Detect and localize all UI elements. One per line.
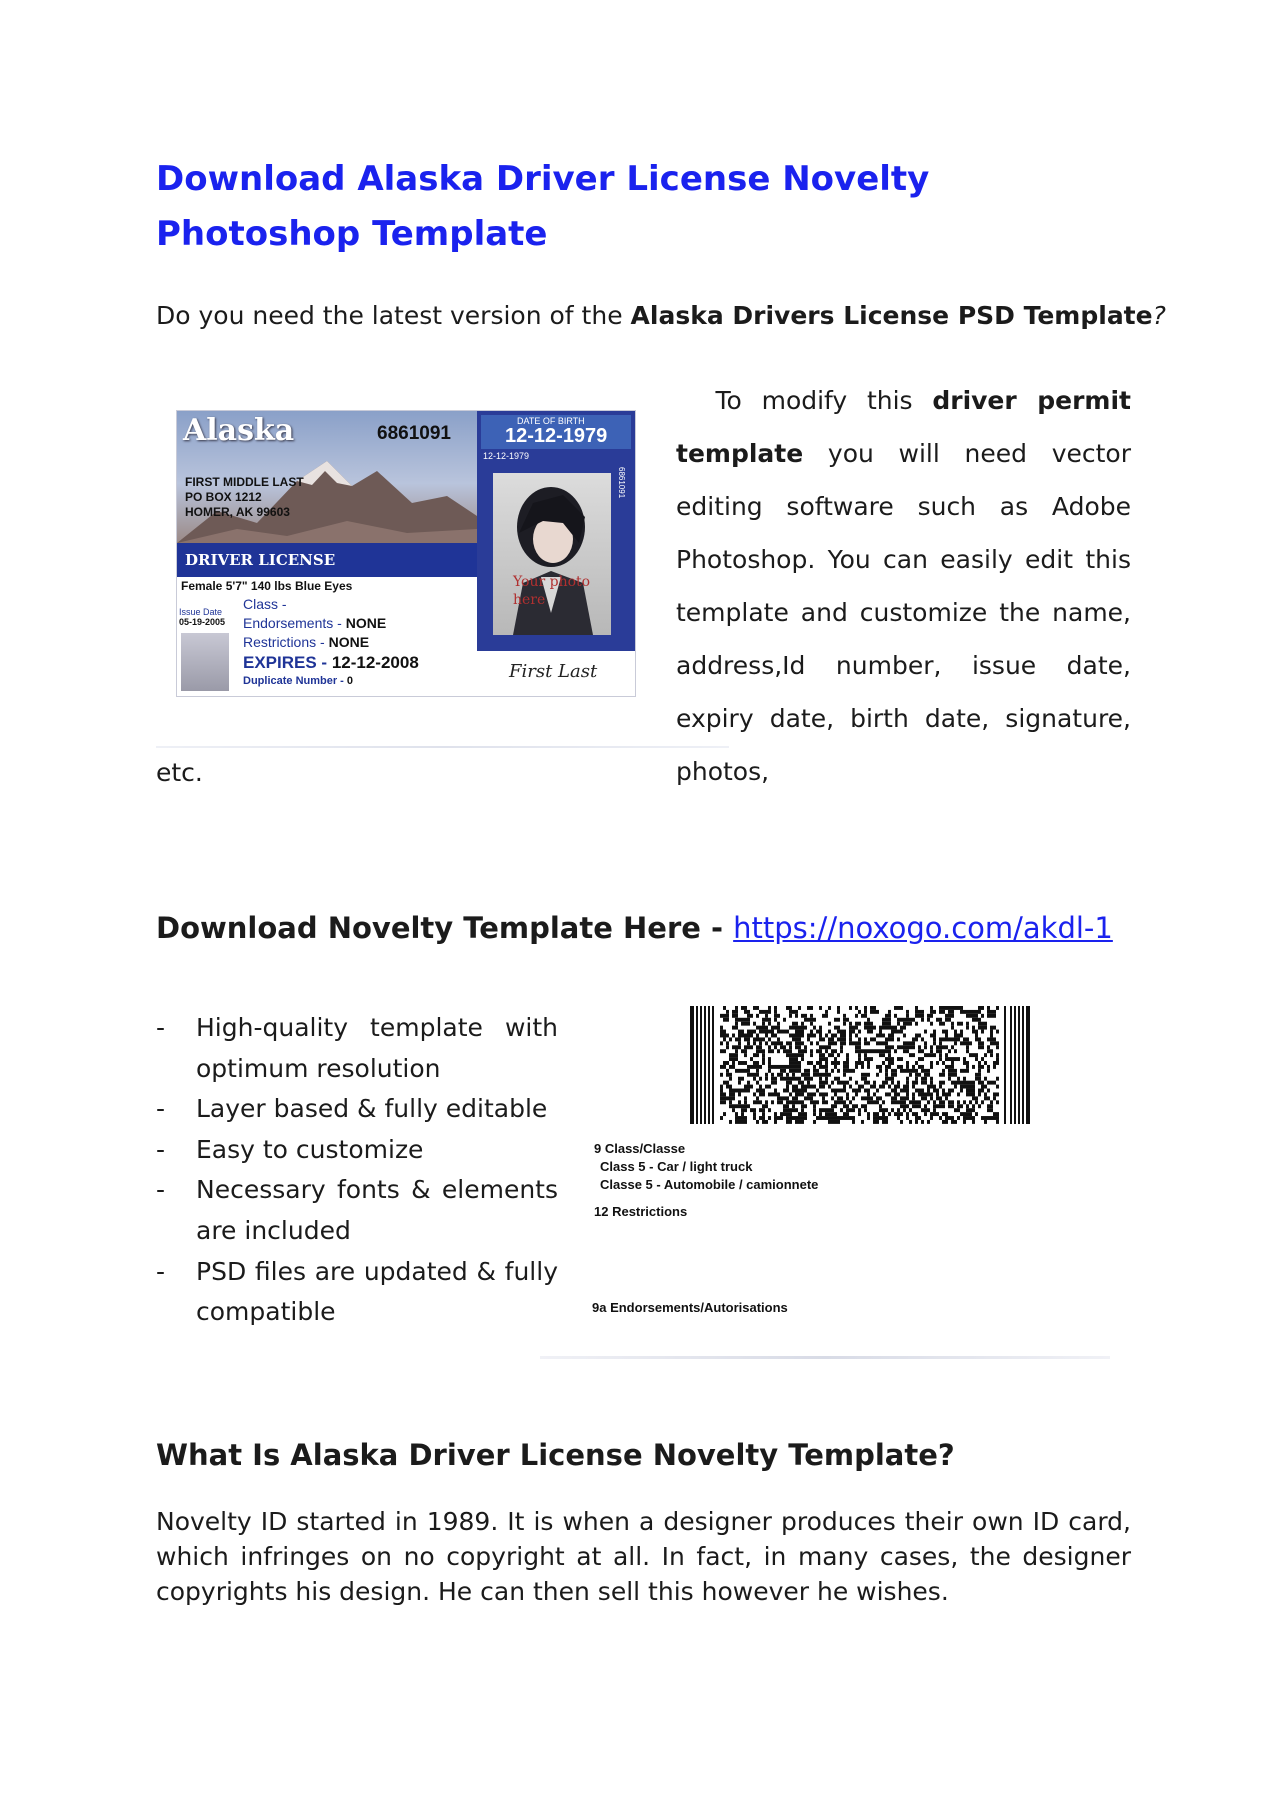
feature-text: Easy to customize	[196, 1134, 424, 1164]
section-body: Novelty ID started in 1989. It is when a designer produces their own ID card, which infringes on no copyright at all. In fact, in many cases, the designer copyrights his design. He can then sell this however he wishes.	[156, 1507, 1131, 1606]
issue-date-label: Issue Date	[179, 607, 223, 617]
license-header-photo	[177, 411, 477, 543]
ghost-photo	[181, 633, 229, 691]
feature-text: High-quality template with optimum resolution	[196, 1013, 558, 1083]
restrictions-value: NONE	[328, 634, 370, 650]
dash-bullet: -	[156, 1013, 166, 1042]
class-heading: 9 Class/Classe	[594, 1141, 686, 1156]
license-details: Female 5'7" 140 lbs Blue Eyes	[181, 579, 353, 593]
class-block	[594, 1140, 818, 1194]
list-item	[156, 1170, 558, 1251]
portrait-photo	[493, 473, 611, 635]
expires-value: 12-12-2008	[331, 653, 419, 672]
license-image	[176, 410, 636, 697]
dob-box	[481, 415, 631, 449]
endorsements-field	[243, 614, 386, 633]
dash-bullet: -	[156, 1134, 166, 1164]
dob-label: DATE OF BIRTH	[517, 416, 585, 426]
portrait-icon	[493, 473, 611, 635]
feature-list	[156, 1008, 558, 1333]
download-heading	[156, 907, 1113, 949]
duplicate-label: Duplicate Number -	[243, 675, 344, 687]
license-photo-panel	[477, 411, 635, 651]
image-shadow-divider	[156, 746, 729, 748]
page-title: Download Alaska Driver License Novelty Photoshop Template	[156, 159, 930, 254]
intro-text: Do you need the latest version of the	[156, 301, 631, 330]
class-fr: Classe 5 - Automobile / camionnete	[600, 1177, 819, 1192]
barcode-icon	[690, 1006, 1030, 1124]
expires-label: EXPIRES -	[243, 653, 328, 672]
intro-paragraph	[156, 296, 1166, 336]
side-number: 6861091	[617, 467, 626, 499]
dash-bullet: -	[156, 1256, 166, 1286]
license-number: 6861091	[377, 423, 451, 444]
license-state: Alaska	[183, 413, 295, 448]
list-item	[156, 1008, 558, 1089]
duplicate-field	[243, 675, 353, 687]
restrictions-heading: 12 Restrictions	[594, 1204, 688, 1219]
license-fields	[243, 595, 386, 652]
feature-text: PSD files are updated & fully compatible	[196, 1256, 558, 1327]
photo-placeholder-text: Your photo here	[513, 574, 591, 608]
download-link[interactable]: https://noxogo.com/akdl-1	[733, 911, 1113, 945]
dob-value: 12-12-1979	[505, 425, 608, 447]
license-back-image	[590, 1006, 1040, 1326]
dob-small: 12-12-1979	[483, 451, 530, 461]
expires-field	[243, 653, 419, 673]
list-item	[156, 1130, 558, 1171]
list-item	[156, 1089, 558, 1130]
class-field: Class -	[243, 596, 287, 612]
modify-text-rest: you will need vector editing software such as Adobe Photoshop. You can easily edit this template and customize the name, address,Id number, issue date, expiry date, birth date, signature, photos,	[676, 439, 1131, 786]
download-heading-text: Download Novelty Template Here -	[156, 911, 734, 945]
modify-text: To modify this	[715, 386, 933, 415]
license-type: DRIVER LICENSE	[177, 543, 477, 577]
restrictions-label: Restrictions -	[243, 634, 325, 650]
modify-paragraph	[676, 374, 1131, 798]
issue-date-value: 05-19-2005	[179, 617, 226, 627]
license-address	[185, 475, 304, 520]
modify-bold: driver permit template	[676, 386, 1131, 468]
modify-paragraph-end: etc.	[156, 758, 203, 787]
list-item	[156, 1252, 558, 1333]
image-shadow-divider	[540, 1356, 1110, 1359]
endorsements-label: Endorsements -	[243, 615, 342, 631]
endorsements-value: NONE	[345, 615, 387, 631]
feature-text: Layer based & fully editable	[196, 1094, 548, 1124]
feature-text: Necessary fonts & elements are included	[196, 1175, 558, 1245]
duplicate-value: 0	[346, 675, 354, 687]
class-en: Class 5 - Car / light truck	[600, 1159, 753, 1174]
address-line: HOMER, AK 99603	[185, 505, 290, 519]
signature: First Last	[509, 661, 598, 682]
dash-bullet: -	[156, 1094, 166, 1124]
dash-bullet: -	[156, 1175, 166, 1205]
address-line: FIRST MIDDLE LAST	[185, 475, 304, 489]
intro-suffix: ?	[1152, 301, 1166, 330]
intro-bold: Alaska Drivers License PSD Template	[630, 301, 1153, 330]
restrictions-field	[243, 633, 386, 652]
section-heading: What Is Alaska Driver License Novelty Template?	[156, 1438, 955, 1472]
endorsements-heading: 9a Endorsements/Autorisations	[592, 1300, 788, 1315]
address-line: PO BOX 1212	[185, 490, 262, 504]
